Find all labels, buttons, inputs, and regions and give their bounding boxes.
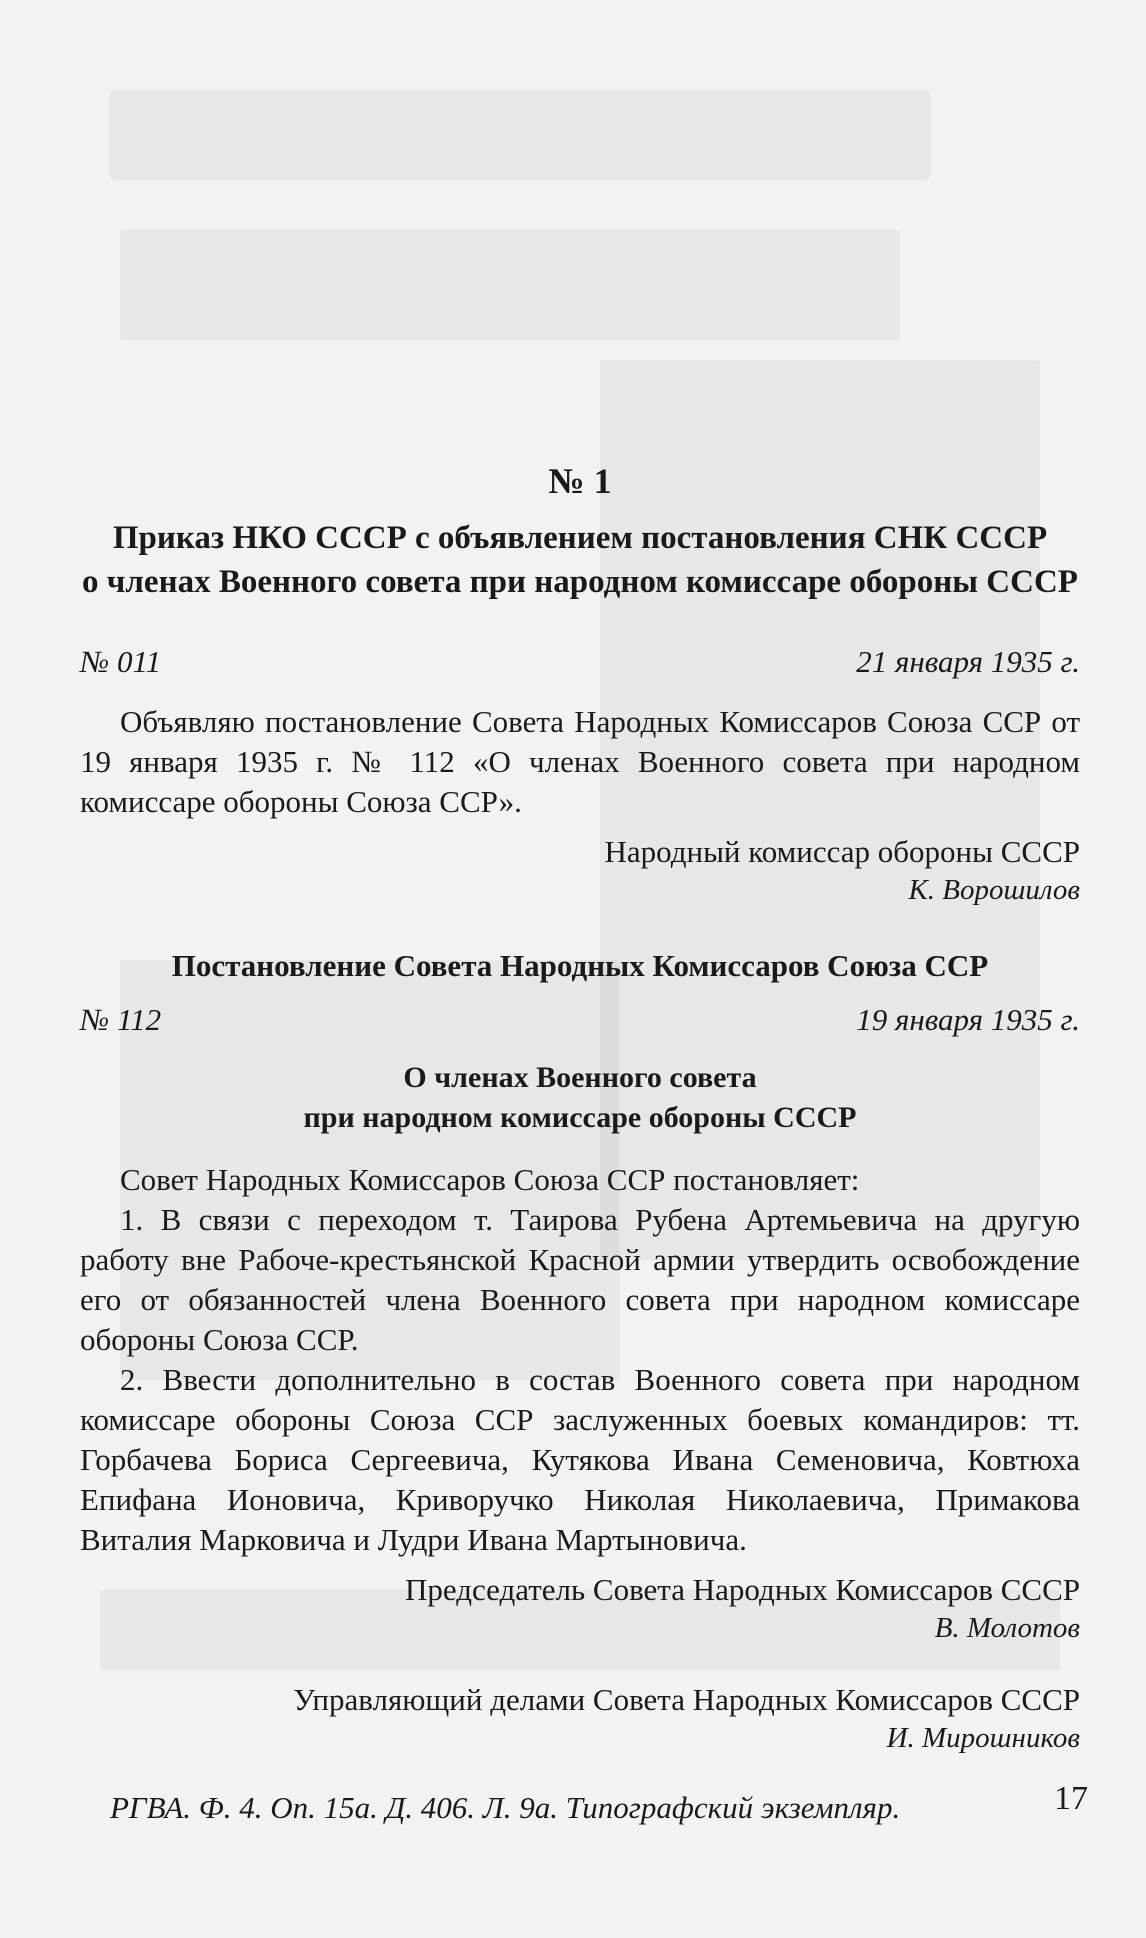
resolution-intro: Совет Народных Комиссаров Союза ССР постановляет: <box>120 1162 860 1197</box>
chairman-name: В. Молотов <box>934 1612 1080 1644</box>
order-meta <box>80 644 1080 680</box>
order-number: № 011 <box>80 644 162 679</box>
archive-source: РГВА. Ф. 4. Оп. 15а. Д. 406. Л. 9а. Типографский экземпляр. <box>110 1790 901 1825</box>
resolution-subtitle-line2: при народном комиссаре обороны СССР <box>303 1101 857 1134</box>
resolution-number: № 112 <box>80 1002 162 1037</box>
resolution-point-2: 2. Ввести дополнительно в состав Военного совета при народном комиссаре обороны Союза ССР заслуженных боевых командиров: тт. Горбачева Бориса Сергеевича, Кутякова Ивана Семеновича, Ковтюха Епифана Ионовича, Криворучко Николая Николаевича, Примакова Виталия Марковича и Лудри Ивана Мартыновича. <box>80 1362 1080 1557</box>
document-body <box>80 460 1080 1826</box>
document-number: № 1 <box>548 461 612 501</box>
manager-name: И. Мирошников <box>886 1722 1080 1754</box>
manager-title: Управляющий делами Совета Народных Комиссаров СССР <box>293 1682 1080 1717</box>
resolution-subtitle-line1: О членах Военного совета <box>403 1061 757 1094</box>
order-signer-name: К. Ворошилов <box>908 874 1080 906</box>
chairman-title: Председатель Совета Народных Комиссаров СССР <box>405 1572 1080 1607</box>
resolution-meta <box>80 1002 1080 1038</box>
resolution-title: Постановление Совета Народных Комиссаров Союза ССР <box>171 948 989 983</box>
page-number: 17 <box>1054 1780 1088 1817</box>
resolution-point-1: 1. В связи с переходом т. Таирова Рубена Артемьевича на другую работу вне Рабоче-крестьянской Красной армии утвердить освобождение его от обязанностей члена Военного совета при народном комиссаре обороны Союза ССР. <box>80 1202 1080 1357</box>
document-title-line1: Приказ НКО СССР с объявлением постановления СНК СССР <box>112 520 1048 556</box>
order-signer-title: Народный комиссар обороны СССР <box>604 834 1080 869</box>
document-title-line2: о членах Военного совета при народном комиссаре обороны СССР <box>82 564 1078 600</box>
order-text: Объявляю постановление Совета Народных Комиссаров Союза ССР от 19 января 1935 г. № 112 «О членах Военного совета при народном комиссаре обороны Союза ССР». <box>80 704 1080 819</box>
order-date: 21 января 1935 г. <box>856 644 1080 679</box>
resolution-date: 19 января 1935 г. <box>856 1002 1080 1037</box>
